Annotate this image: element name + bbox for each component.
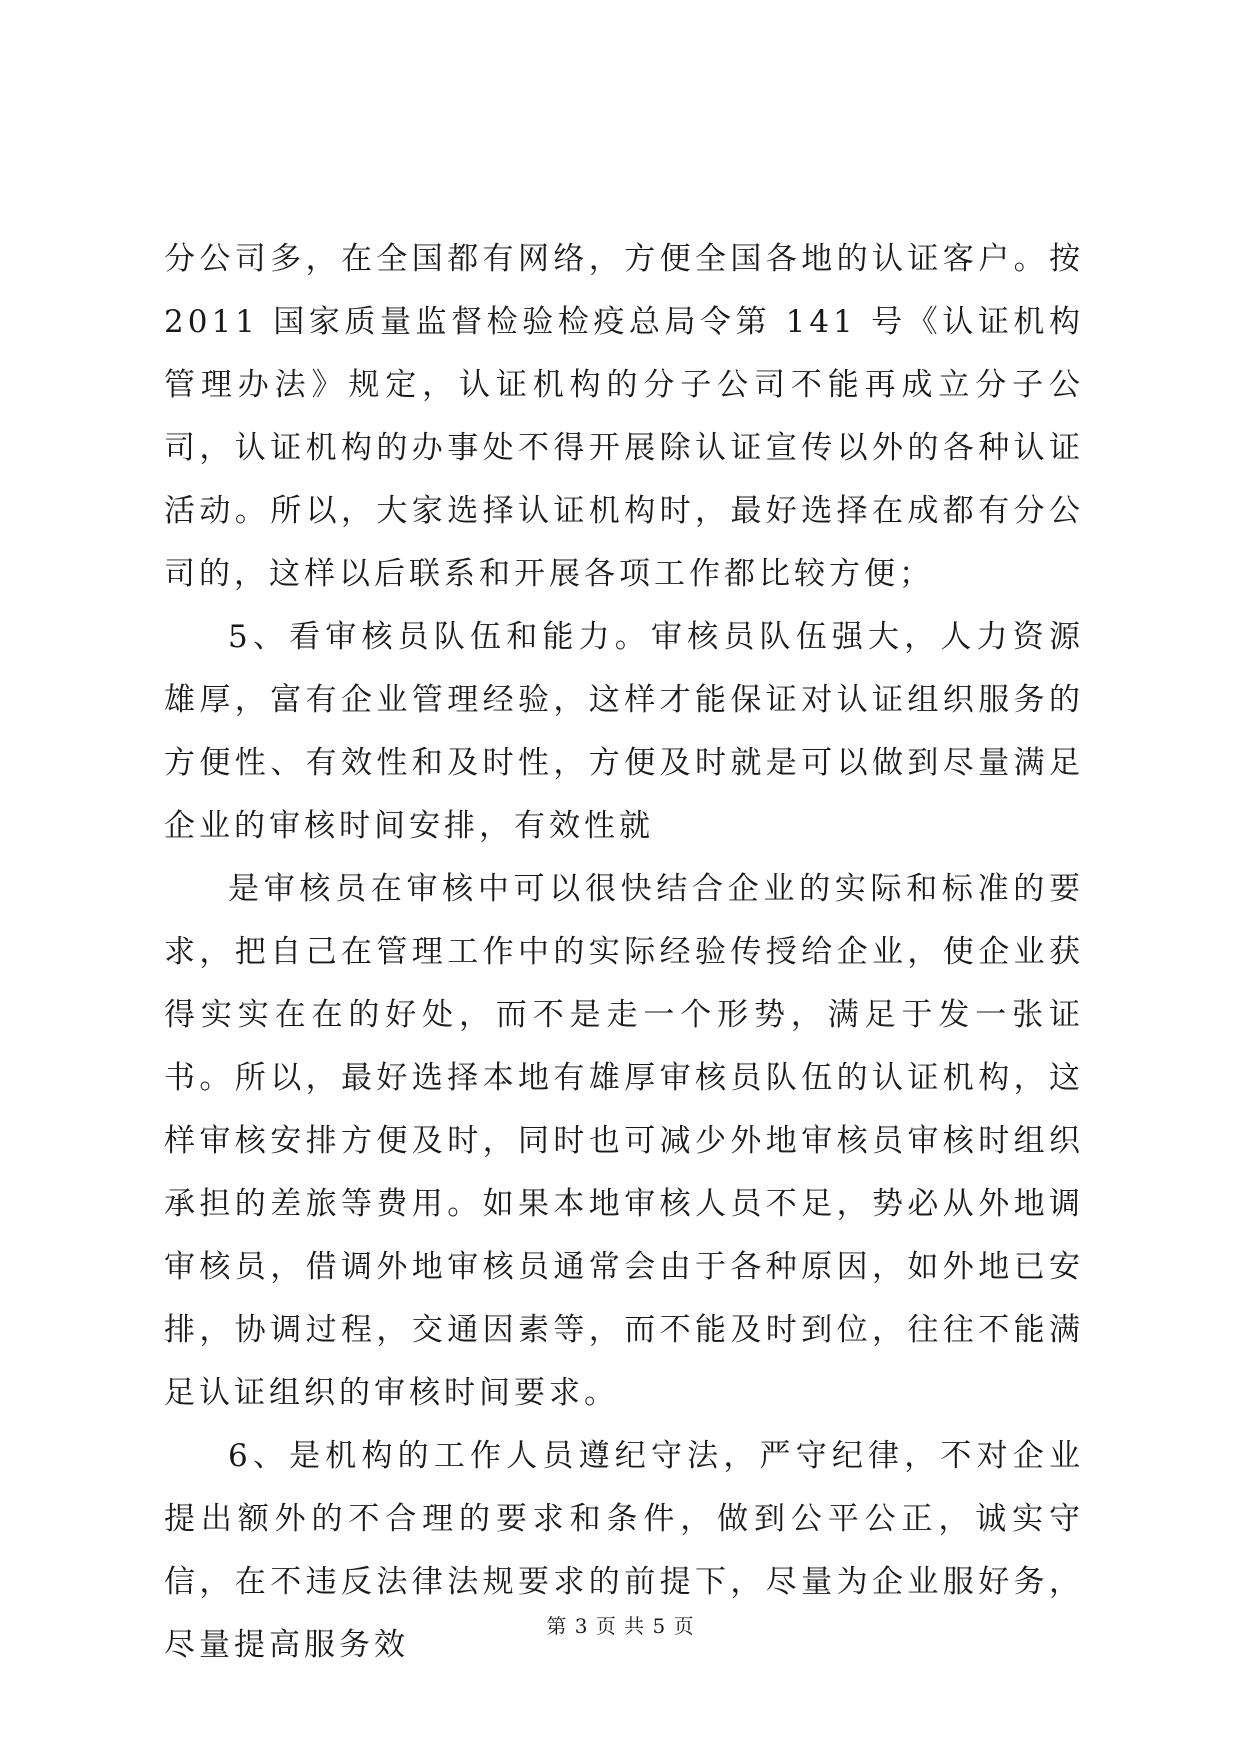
paragraph-staff-conduct: 6、是机构的工作人员遵纪守法，严守纪律，不对企业提出额外的不合理的要求和条件，做到公平公正，诚实守信，在不违反法律法规要求的前提下，尽量为企业服好务，尽量提高服务效	[164, 1438, 1084, 1663]
document-body	[164, 228, 1084, 1677]
paragraph-auditor-experience: 是审核员在审核中可以很快结合企业的实际和标准的要求，把自己在管理工作中的实际经验传授给企业，使企业获得实实在在的好处，而不是走一个形势，满足于发一张证书。所以，最好选择本地有雄厚审核员队伍的认证机构，这样审核安排方便及时，同时也可减少外地审核员审核时组织承担的差旅等费用。如果本地审核人员不足，势必从外地调审核员，借调外地审核员通常会由于各种原因，如外地已安排，协调过程，交通因素等，而不能及时到位，往往不能满足认证组织的审核时间要求。	[164, 871, 1084, 1411]
page-number-footer: 第 3 页 共 5 页	[546, 1614, 695, 1638]
paragraph-auditor-team: 5、看审核员队伍和能力。审核员队伍强大，人力资源雄厚，富有企业管理经验，这样才能保证对认证组织服务的方便性、有效性和及时性，方便及时就是可以做到尽量满足企业的审核时间安排，有效性就	[164, 619, 1084, 844]
paragraph-branch-offices: 分公司多，在全国都有网络，方便全国各地的认证客户。按 2011 国家质量监督检验检疫总局令第 141 号《认证机构管理办法》规定，认证机构的分子公司不能再成立分子公司，认证机构的办事处不得开展除认证宣传以外的各种认证活动。所以，大家选择认证机构时，最好选择在成都有分公司的，这样以后联系和开展各项工作都比较方便；	[164, 241, 1084, 592]
